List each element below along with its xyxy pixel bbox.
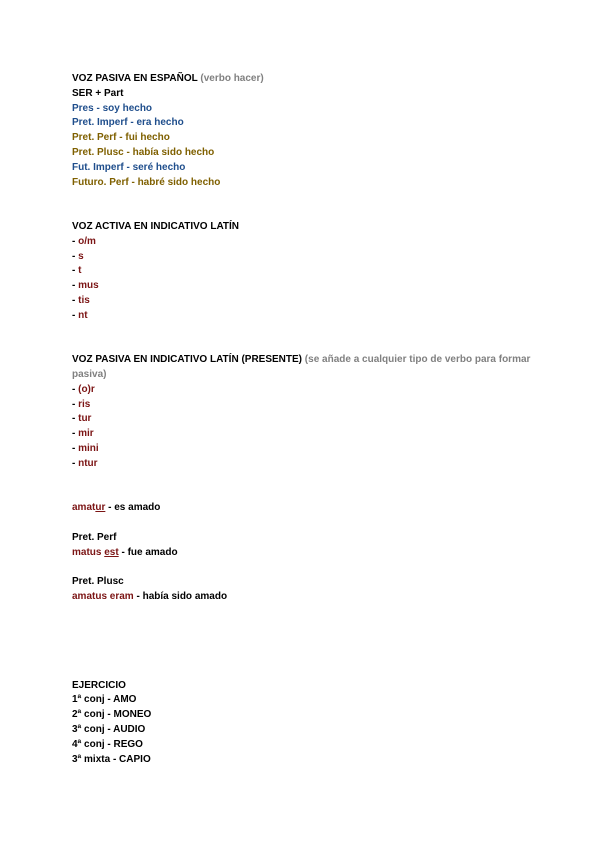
tense-row <box>72 116 542 131</box>
example-auxiliary: est <box>104 546 119 558</box>
tense-row <box>72 102 542 117</box>
spacer <box>72 605 542 679</box>
passive-ending-row <box>72 442 542 457</box>
section3-heading-paren: (PRESENTE) <box>241 354 303 366</box>
exercise-item: 3ª mixta - CAPIO <box>72 753 151 765</box>
passive-ending: tur <box>78 413 92 425</box>
tense-sep: - <box>123 161 133 173</box>
tense-name: Fut. Imperf <box>72 161 124 173</box>
active-ending-row <box>72 264 542 279</box>
example-word: matus <box>72 546 102 558</box>
passive-ending-row <box>72 383 542 398</box>
spacer <box>72 516 542 531</box>
exercise-item: 4ª conj - REGO <box>72 738 143 750</box>
active-ending-row <box>72 235 542 250</box>
dash: - <box>72 428 79 440</box>
passive-ending-row <box>72 412 542 427</box>
tense-sep: - <box>93 102 103 114</box>
passive-ending-row <box>72 457 542 472</box>
tense-name: Futuro. Perf <box>72 176 129 188</box>
example-perfect-label: Pret. Perf <box>72 531 117 543</box>
tense-sep: - <box>116 132 126 144</box>
passive-ending: ris <box>78 398 91 410</box>
section2-heading: VOZ ACTIVA EN INDICATIVO LATÍN <box>72 220 240 232</box>
active-ending-row <box>72 250 542 265</box>
tense-row <box>72 146 542 161</box>
tense-name: Pret. Perf <box>72 132 117 144</box>
active-ending-row <box>72 294 542 309</box>
spacer <box>72 190 542 220</box>
exercise-item: 2ª conj - MONEO <box>72 709 152 721</box>
example-gloss: - fue amado <box>118 546 178 558</box>
active-ending-row <box>72 279 542 294</box>
dash: - <box>72 235 79 247</box>
active-ending: t <box>78 265 82 277</box>
dash: - <box>72 250 79 262</box>
tense-sep: - <box>127 117 137 129</box>
exercise-heading: EJERCICIO <box>72 679 126 691</box>
tense-form: seré hecho <box>132 161 186 173</box>
passive-ending: ntur <box>78 457 98 469</box>
example-stem: amat <box>72 502 96 514</box>
example-present <box>72 501 542 516</box>
exercise-item: 3ª conj - AUDIO <box>72 724 146 736</box>
tense-name: Pret. Imperf <box>72 117 128 129</box>
tense-sep: - <box>128 176 138 188</box>
section3-heading: VOZ PASIVA EN INDICATIVO LATÍN <box>72 354 239 366</box>
dash: - <box>72 280 79 292</box>
section1-heading-note: (verbo hacer) <box>200 73 264 84</box>
dash: - <box>72 398 79 410</box>
tense-name: Pret. Plusc <box>72 146 124 158</box>
tense-form: soy hecho <box>102 102 153 114</box>
tense-sep: - <box>123 146 133 158</box>
example-ending: ur <box>95 502 106 514</box>
passive-ending: (o)r <box>78 383 95 395</box>
example-pluperfect-label: Pret. Plusc <box>72 576 124 588</box>
document-page <box>72 72 542 767</box>
active-ending: nt <box>78 309 88 321</box>
spacer <box>72 472 542 502</box>
section3-heading-line <box>72 353 542 383</box>
passive-ending: mini <box>78 442 99 454</box>
dash: - <box>72 383 79 395</box>
active-ending: s <box>78 250 84 262</box>
passive-ending-row <box>72 427 542 442</box>
passive-ending: mir <box>78 428 94 440</box>
example-pluperfect <box>72 590 542 605</box>
tense-row <box>72 176 542 191</box>
dash: - <box>72 265 79 277</box>
tense-form: era hecho <box>136 117 184 129</box>
spacer <box>72 324 542 354</box>
passive-ending-row <box>72 398 542 413</box>
tense-name: Pres <box>72 102 94 114</box>
tense-form: fui hecho <box>125 132 170 144</box>
active-ending: tis <box>78 294 90 306</box>
section1-formula: SER + Part <box>72 87 124 99</box>
example-perfect <box>72 546 542 561</box>
spacer <box>72 560 542 575</box>
dash: - <box>72 413 79 425</box>
tense-row <box>72 161 542 176</box>
dash: - <box>72 442 79 454</box>
section3-heading-note: (se añade a cualquier tipo de verbo para formar pasiva) <box>72 354 531 380</box>
tense-form: habré sido hecho <box>137 176 221 188</box>
section1-heading: VOZ PASIVA EN ESPAÑOL <box>72 73 198 84</box>
active-ending: o/m <box>78 235 96 247</box>
section1-heading-line <box>72 72 542 87</box>
example-gloss: - es amado <box>105 502 161 514</box>
active-ending: mus <box>78 280 99 292</box>
dash: - <box>72 294 79 306</box>
exercise-item: 1ª conj - AMO <box>72 694 137 706</box>
example-phrase: amatus eram <box>72 590 134 602</box>
tense-row <box>72 131 542 146</box>
tense-form: había sido hecho <box>132 146 215 158</box>
example-gloss: - había sido amado <box>133 590 228 602</box>
dash: - <box>72 309 79 321</box>
active-ending-row <box>72 309 542 324</box>
dash: - <box>72 457 79 469</box>
